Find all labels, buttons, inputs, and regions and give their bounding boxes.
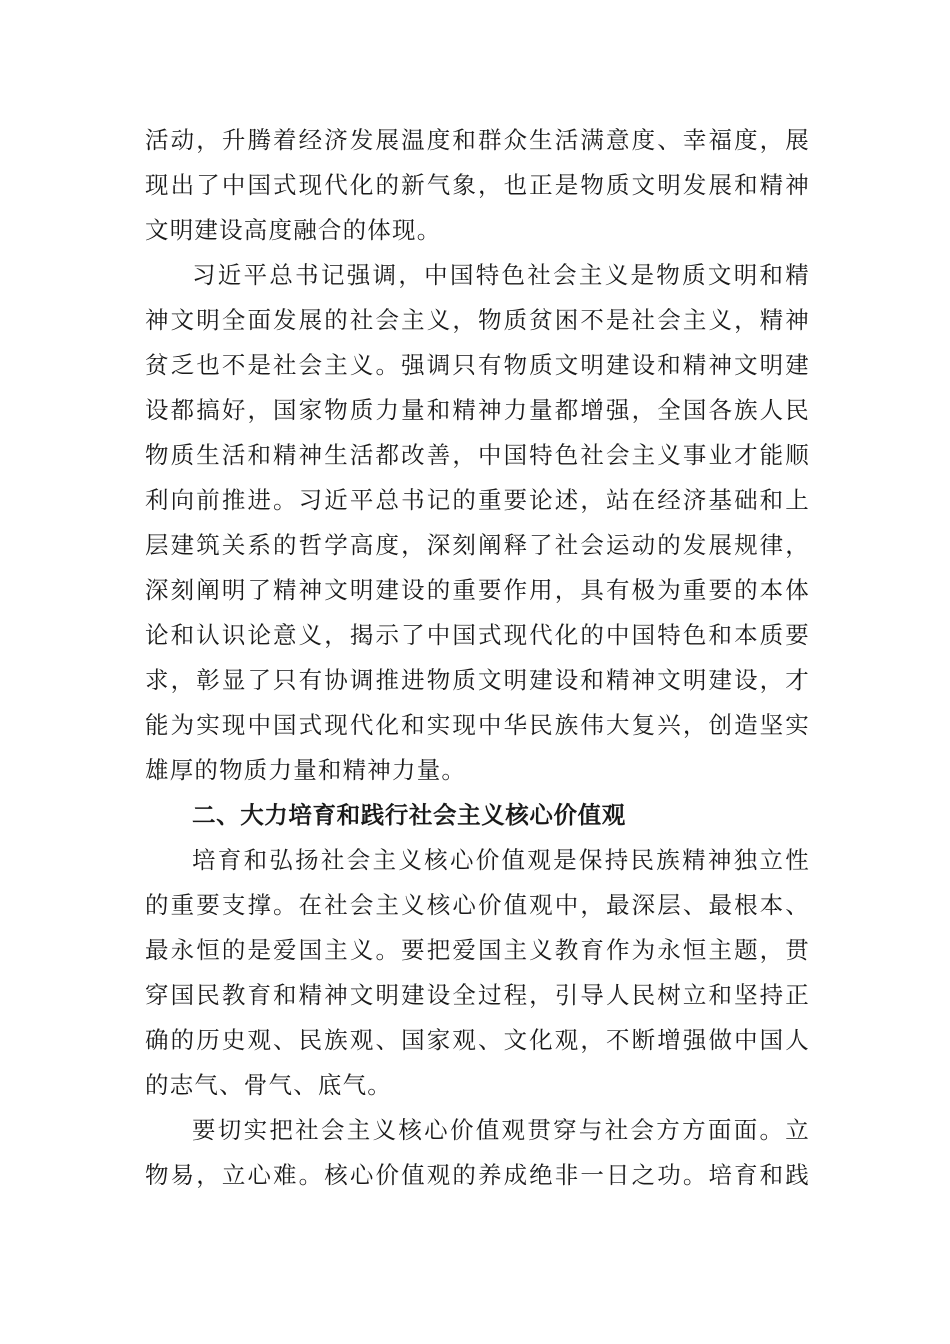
text-line: 贫乏也不是社会主义。强调只有物质文明建设和精神文明建 (145, 351, 810, 379)
text-line: 要切实把社会主义核心价值观贯穿与社会方方面面。立 (192, 1116, 810, 1144)
text-line: 能为实现中国式现代化和实现中华民族伟大复兴，创造坚实 (145, 711, 810, 739)
text-line: 活动，升腾着经济发展温度和群众生活满意度、幸福度，展 (145, 126, 810, 154)
paragraph-continuation (145, 118, 810, 253)
text-line: 的重要支撑。在社会主义核心价值观中，最深层、最根本、 (145, 891, 810, 919)
text-line: 物质生活和精神生活都改善，中国特色社会主义事业才能顺 (145, 441, 810, 469)
text-line: 穿国民教育和精神文明建设全过程，引导人民树立和坚持正 (145, 981, 810, 1009)
text-line: 雄厚的物质力量和精神力量。 (145, 756, 467, 784)
text-line: 神文明全面发展的社会主义，物质贫困不是社会主义，精神 (145, 306, 810, 334)
text-line: 培育和弘扬社会主义核心价值观是保持民族精神独立性 (192, 846, 810, 874)
text-line: 现出了中国式现代化的新气象，也正是物质文明发展和精神 (145, 171, 810, 199)
text-line: 论和认识论意义，揭示了中国式现代化的中国特色和本质要 (145, 621, 810, 649)
text-line: 的志气、骨气、底气。 (145, 1071, 392, 1099)
section-heading (145, 793, 810, 838)
text-line: 深刻阐明了精神文明建设的重要作用，具有极为重要的本体 (145, 576, 810, 604)
text-line: 确的历史观、民族观、国家观、文化观，不断增强做中国人 (145, 1026, 810, 1054)
text-line: 最永恒的是爱国主义。要把爱国主义教育作为永恒主题，贯 (145, 936, 810, 964)
text-line: 利向前推进。习近平总书记的重要论述，站在经济基础和上 (145, 486, 810, 514)
document-body (145, 118, 810, 1198)
text-line: 层建筑关系的哲学高度，深刻阐释了社会运动的发展规律， (145, 531, 810, 559)
text-line: 求，彰显了只有协调推进物质文明建设和精神文明建设，才 (145, 666, 810, 694)
text-line: 文明建设高度融合的体现。 (145, 216, 442, 244)
section-heading-text: 二、大力培育和践行社会主义核心价值观 (192, 801, 626, 829)
paragraph-core-values (145, 838, 810, 1108)
text-line: 习近平总书记强调，中国特色社会主义是物质文明和精 (192, 261, 810, 289)
paragraph-practice (145, 1108, 810, 1198)
text-line: 设都搞好，国家物质力量和精神力量都增强，全国各族人民 (145, 396, 810, 424)
text-line: 物易，立心难。核心价值观的养成绝非一日之功。培育和践 (145, 1161, 810, 1189)
paragraph-xi-emphasis (145, 253, 810, 793)
